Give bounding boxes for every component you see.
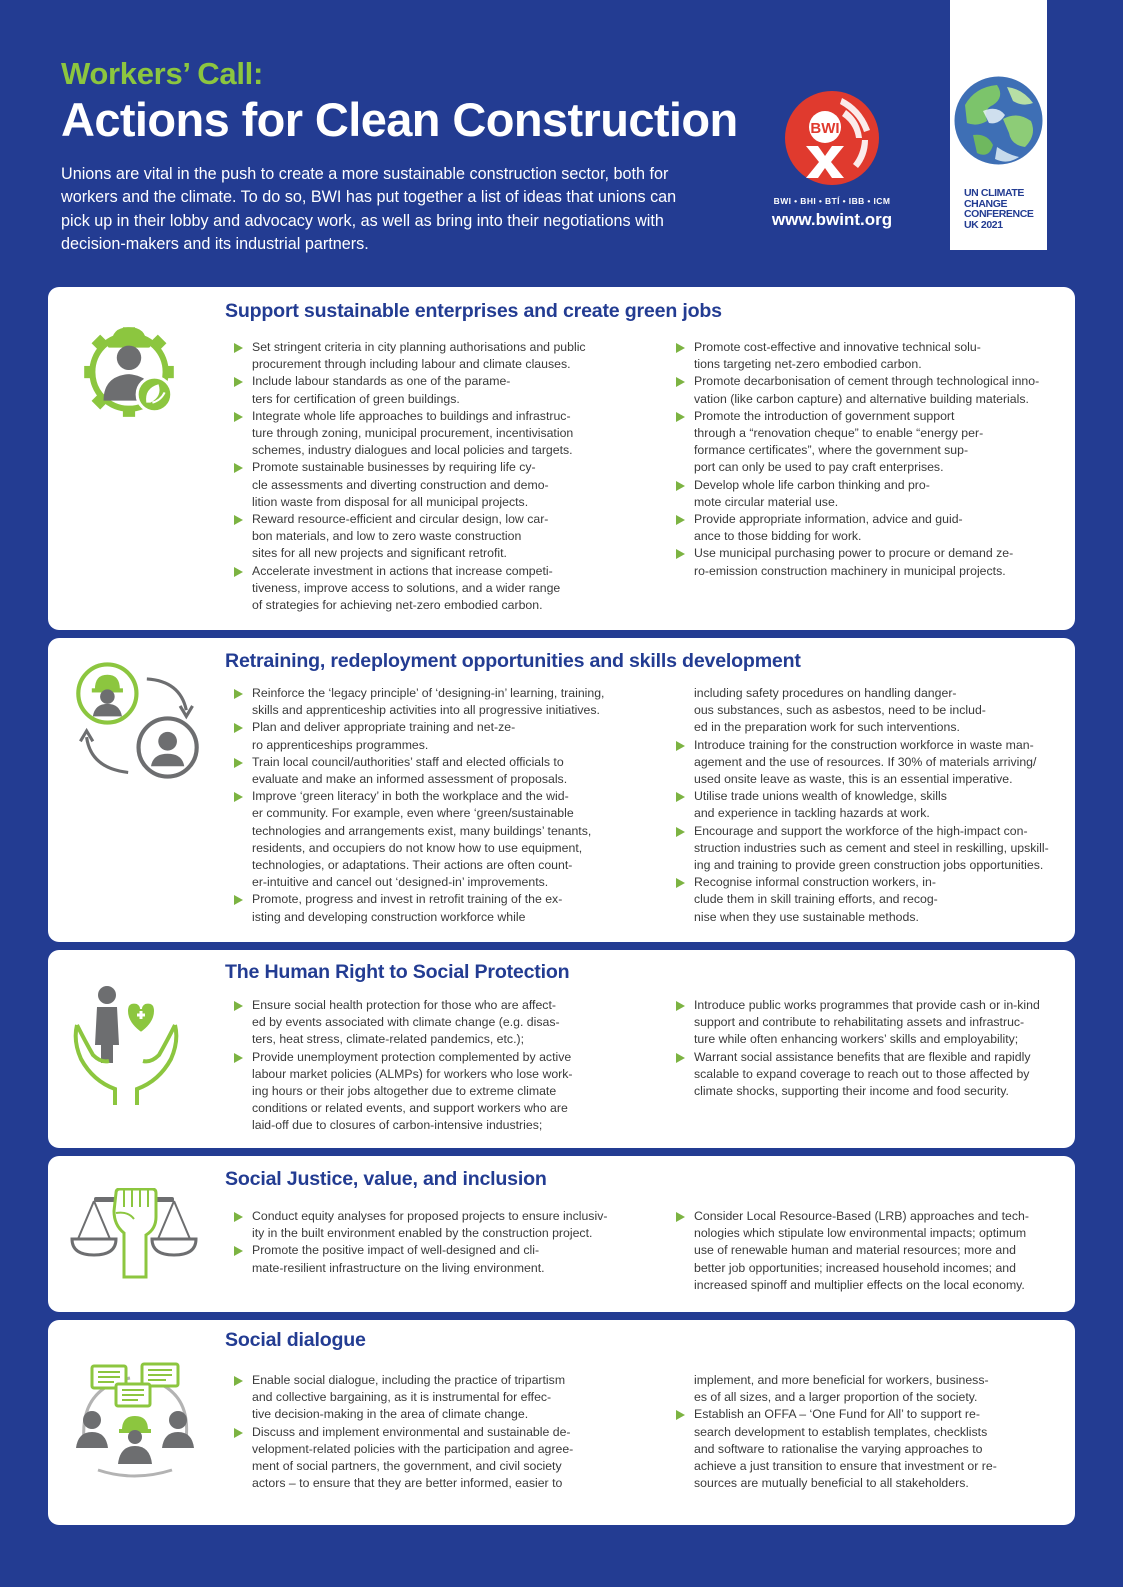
page-title: Actions for Clean Construction (61, 93, 738, 146)
intro-line: workers and the climate. To do so, BWI has put together a list of ideas that unions can (61, 188, 677, 207)
list-item: Provide appropriate information, advice and guid- ance to those bidding for work. (674, 511, 1064, 545)
list-item: Encourage and support the workforce of the high-impact con- struction industries such as cement and steel in reskilling, upskill- ing and training to provide green construction jobs opportunities. (674, 823, 1064, 875)
list-item: Conduct equity analyses for proposed projects to ensure inclusiv- ity in the built environment enabled by the construction project. (232, 1208, 627, 1242)
section-social-dialogue (48, 1320, 1075, 1525)
section-right-column (674, 339, 1064, 580)
section-social-protection (48, 950, 1075, 1148)
list-item: Utilise trade unions wealth of knowledge, skills and experience in tackling hazards at work. (674, 788, 1064, 822)
section-title: Support sustainable enterprises and create green jobs (225, 300, 722, 322)
worker-cycle-icon (70, 658, 205, 783)
section-left-column (232, 1372, 627, 1492)
list-item: Promote sustainable businesses by requiring life cy- cle assessments and diverting construction and demo- lition waste from disposal for all municipal projects. (232, 459, 627, 511)
list-item: Accelerate investment in actions that increase competi- tiveness, improve access to solutions, and a wider range of strategies for achieving net-zero embodied carbon. (232, 563, 627, 615)
bwi-logo-text: BWI (810, 120, 840, 137)
section-title: Social dialogue (225, 1329, 366, 1351)
bwi-logo (784, 90, 880, 186)
section-right-column (674, 685, 1064, 926)
intro-line: decision-makers and its industrial partners. (61, 234, 369, 253)
cop26-line: UN CLIMATE (964, 187, 1024, 199)
kicker: Workers’ Call: (61, 56, 263, 91)
list-item: Warrant social assistance benefits that are flexible and rapidly scalable to expand coverage to reach out to those affected by climate shocks, supporting their income and food security. (674, 1049, 1064, 1101)
list-item: Improve ‘green literacy’ in both the workplace and the wid- er community. For example, even where ‘green/sustainable technologies and arrangements exist, many buildings’ tenants, residents, and occupiers do not know how to use equipment, technologies, or adaptations. Their actions are often count- er-intuitive and cancel out ‘designed-in’ improvements. (232, 788, 627, 891)
section-title: Social Justice, value, and inclusion (225, 1168, 547, 1190)
section-right-column (674, 1372, 1064, 1492)
list-item: Include labour standards as one of the parame- ters for certification of green buildings. (232, 373, 627, 407)
section-title: Retraining, redeployment opportunities and skills development (225, 650, 801, 672)
list-item: Train local council/authorities’ staff and elected officials to evaluate and make an informed assessment of proposals. (232, 754, 627, 788)
globe-icon (953, 75, 1044, 166)
list-item: Enable social dialogue, including the practice of tripartism and collective bargaining, as it is instrumental for effec- tive decision-making in the area of climate change. (232, 1372, 627, 1424)
intro-line: pick up in their lobby and advocacy work, as well as bring into their negotiations with (61, 211, 664, 230)
list-item: Promote the introduction of government support through a “renovation cheque” to enable “energy per- formance certificates”, where the government sup- port can only be used to pay craft enterprises. (674, 408, 1064, 477)
intro-line: Unions are vital in the push to create a more sustainable construction sector, both for (61, 165, 669, 183)
cop26-line: CHANGE (964, 197, 1008, 210)
list-item: Introduce training for the construction workforce in waste man- agement and the use of resources. If 30% of materials arriving/ used onsite leave as waste, this is an essential imperative. (674, 737, 1064, 789)
list-item: Promote, progress and invest in retrofit training of the ex- isting and developing construction workforce while (232, 891, 627, 925)
list-item: Develop whole life carbon thinking and pro- mote circular material use. (674, 477, 1064, 511)
header (0, 0, 1123, 285)
list-item: Reward resource-efficient and circular design, low car- bon materials, and low to zero waste construction sites for all new projects and significant retrofit. (232, 511, 627, 563)
section-left-column (232, 685, 627, 926)
list-item: Provide unemployment protection complemented by active labour market policies (ALMPs) for workers who lose work- ing hours or their jobs altogether due to extreme climate conditions or related events, and support workers who are laid-off due to closures of carbon-intensive industries; (232, 1049, 627, 1135)
list-item: Ensure social health protection for those who are affect- ed by events associated with climate change (e.g. disas- ters, heat stress, climate-related pandemics, etc.); (232, 997, 627, 1049)
section-green-jobs (48, 287, 1075, 630)
section-title: The Human Right to Social Protection (225, 961, 570, 983)
section-left-column (232, 339, 627, 614)
section-retraining (48, 638, 1075, 942)
cop26-line: CONFERENCE (964, 208, 1034, 220)
section-right-column (674, 1208, 1064, 1294)
list-item: Discuss and implement environmental and sustainable de- velopment-related policies with the participation and agree- ment of social partners, the government, and civil society actors – to ensure that they are better informed, easier to (232, 1424, 627, 1493)
section-left-column (232, 997, 627, 1135)
section-social-justice (48, 1156, 1075, 1312)
section-left-column (232, 1208, 627, 1277)
list-item: Consider Local Resource-Based (LRB) approaches and tech- nologies which stipulate low environmental impacts; optimum use of renewable human and material resources; more and better job opportunities; increased household incomes; and increased spinoff and multiplier effects on the local economy. (674, 1208, 1064, 1294)
list-item: Use municipal purchasing power to procure or demand ze- ro-emission construction machinery in municipal projects. (674, 545, 1064, 579)
list-item-continuation: implement, and more beneficial for workers, business- es of all sizes, and a larger proportion of the society. (694, 1373, 989, 1405)
fist-scales-icon (68, 1188, 198, 1280)
list-item: Reinforce the ‘legacy principle’ of ‘designing-in’ learning, training, skills and apprenticeship activities into all progressive initiatives. (232, 685, 627, 719)
list-item: Establish an OFFA – ‘One Fund for All’ to support re- search development to establish templates, checklists and software to rationalise the varying approaches to achieve a just transition to ensure that investment or re- sources are mutually beneficial to all stakeholders. (674, 1406, 1064, 1492)
list-item: Set stringent criteria in city planning authorisations and public procurement through including labour and climate clauses. (232, 339, 627, 373)
bwi-url[interactable]: www.bwint.org (771, 210, 893, 229)
bwi-languages: BWI • BHI • BTÍ • IBB • ICM (773, 196, 891, 206)
list-item: Introduce public works programmes that provide cash or in-kind support and contribute to rehabilitating assets and infrastruc- ture while often enhancing workers’ skills and employability; (674, 997, 1064, 1049)
list-item: Recognise informal construction workers, in- clude them in skill training efforts, and recog- nise when they use sustainable methods. (674, 874, 1064, 926)
list-item: Promote decarbonisation of cement through technological inno- vation (like carbon capture) and alternative building materials. (674, 373, 1064, 407)
worker-gear-leaf-icon (73, 313, 185, 425)
cop26-text (964, 188, 1044, 230)
list-item-continuation: including safety procedures on handling danger- ous substances, such as asbestos, need to be includ- ed in the preparation work for such interventions. (694, 686, 986, 735)
intro-paragraph (61, 163, 731, 256)
dialogue-group-icon (70, 1358, 200, 1478)
list-item: Promote the positive impact of well-designed and cli- mate-resilient infrastructure on the living environment. (232, 1242, 627, 1276)
hands-person-heart-icon (71, 980, 181, 1112)
cop26-logo (950, 0, 1047, 250)
list-item: Promote cost-effective and innovative technical solu- tions targeting net-zero embodied carbon. (674, 339, 1064, 373)
list-item: Integrate whole life approaches to buildings and infrastruc- ture through zoning, municipal procurement, incentivisation schemes, industry dialogues and local policies and targets. (232, 408, 627, 460)
list-item: Plan and deliver appropriate training and net-ze- ro apprenticeships programmes. (232, 719, 627, 753)
cop26-line: UK 2021 (964, 218, 1003, 231)
section-right-column (674, 997, 1064, 1100)
